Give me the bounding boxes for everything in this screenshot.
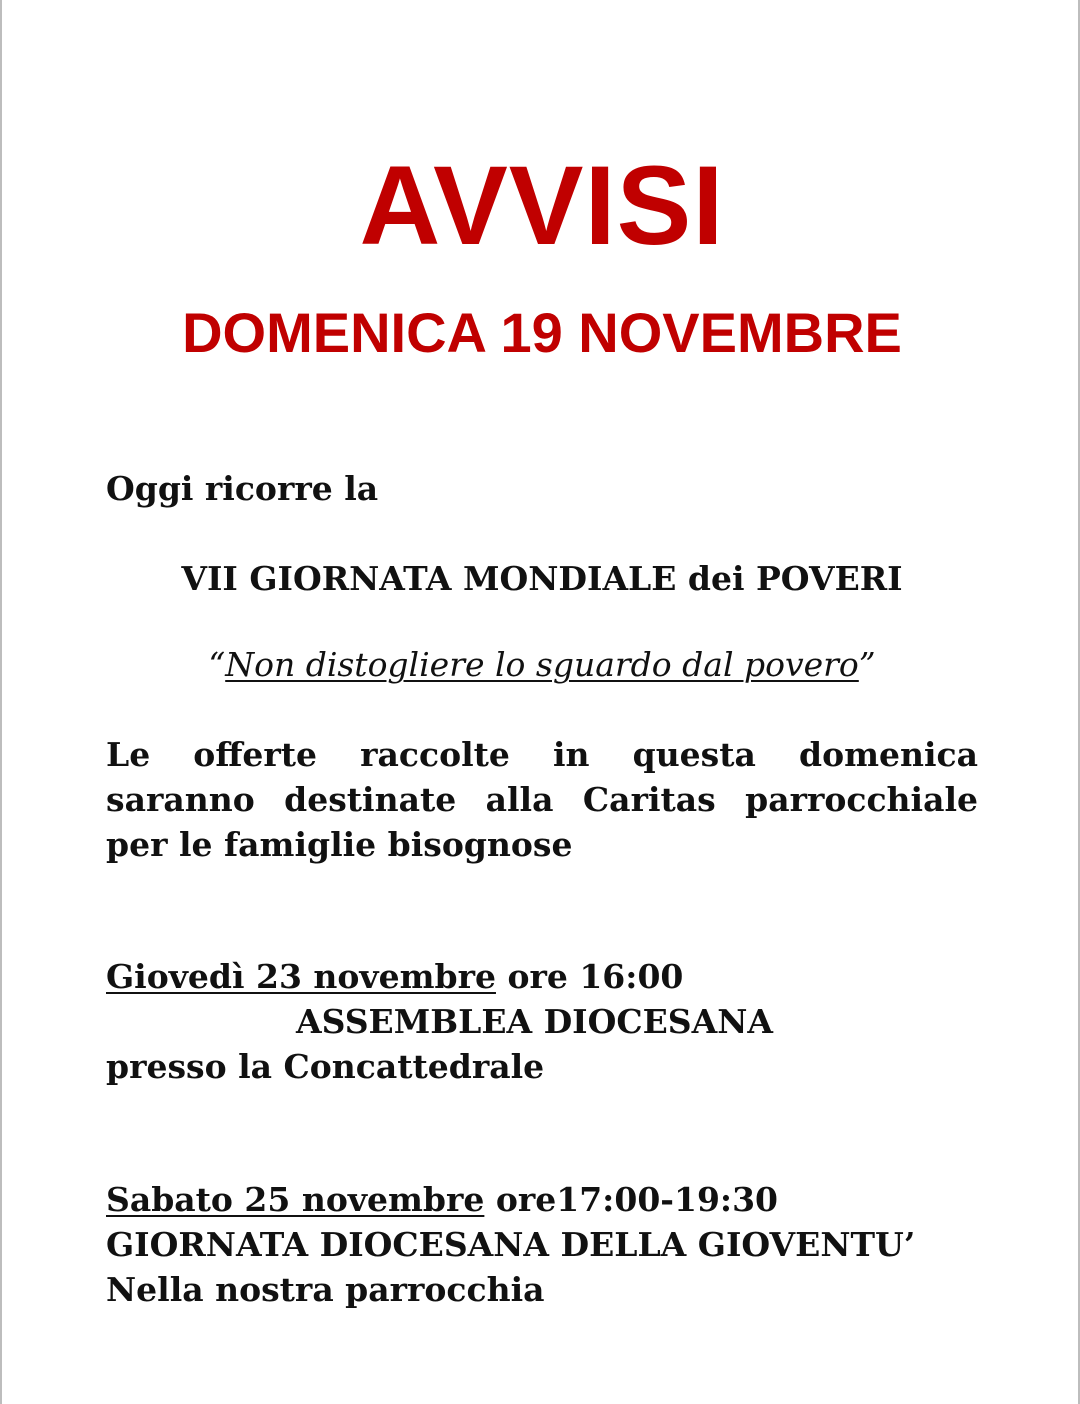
event-2-place: Nella nostra parrocchia xyxy=(106,1270,545,1309)
quote-open: “ xyxy=(208,645,226,684)
event-1-time: ore 16:00 xyxy=(495,957,684,996)
quote-close: ” xyxy=(858,645,876,684)
page-title: AVVISI xyxy=(359,143,725,268)
event-1 xyxy=(106,954,978,1089)
event-2-time: ore17:00-19:30 xyxy=(484,1180,779,1219)
event-2 xyxy=(106,1177,978,1312)
offering-text: Le offerte raccolte in questa domenica saranno destinate alla Caritas parrocchiale per le famiglie bisognose xyxy=(106,735,978,864)
quote-text: Non distogliere lo sguardo dal povero xyxy=(225,645,859,684)
event-1-name: ASSEMBLEA DIOCESANA xyxy=(296,1002,773,1041)
event-1-place: presso la Concattedrale xyxy=(106,1047,545,1086)
event-1-when xyxy=(106,954,978,999)
quote xyxy=(106,642,978,694)
event-title: VII GIORNATA MONDIALE dei POVERI xyxy=(181,559,903,598)
event-2-name: GIORNATA DIOCESANA DELLA GIOVENTU’ xyxy=(106,1225,916,1264)
event-2-when xyxy=(106,1177,978,1222)
event-2-date: Sabato 25 novembre xyxy=(106,1180,485,1219)
intro-lead: Oggi ricorre la xyxy=(106,469,379,508)
event-1-date: Giovedì 23 novembre xyxy=(106,957,496,996)
page-date: DOMENICA 19 NOVEMBRE xyxy=(182,301,902,364)
